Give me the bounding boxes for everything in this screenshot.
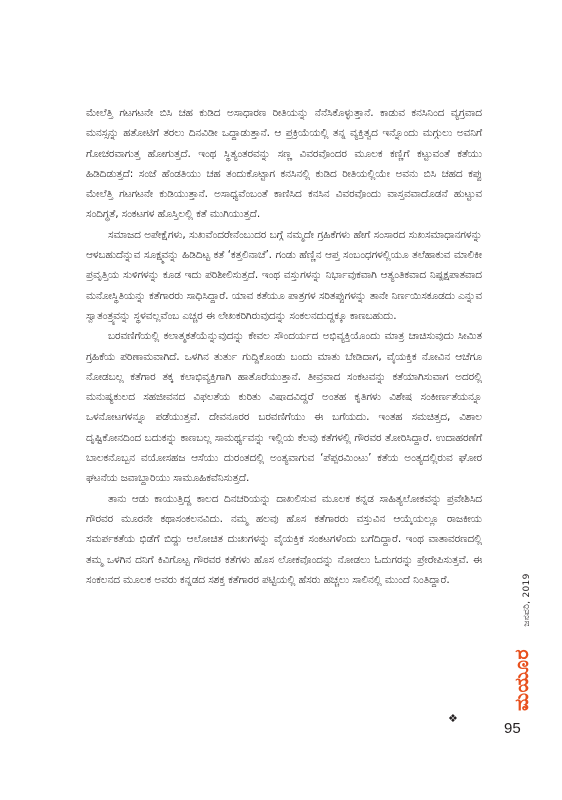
page-number: 95 — [504, 720, 521, 737]
paragraph-3: ಬರವಣಿಗೆಯಲ್ಲಿ ಕಲಾತ್ಮಕತೆಯೆನ್ನುವುದನ್ನು ಕೇವಲ ಸೌಂದರ್ಯದ ಅಭಿವ್ಯಕ್ತಿಯೊಂದು ಮಾತ್ರ ಚಾಚಿಸುವುದು ಸೀಮಿತ ಗ್ರಹಿಕೆಯ ಪರಿಣಾಮವಾಗಿದೆ. ಒಳಗಿನ ತುರ್ತು ಗುದ್ದಿಕೊಂಡು ಬಂದು ಮಾತು ಬೇಡಿದಾಗ, ವೈಯಕ್ತಿಕ ನೋವಿನ ಆಚೆಗೂ ನೋಡಬಲ್ಲ ಕತೆಗಾರ ತಕ್ಕ ಕಲಾಭಿವ್ಯಕ್ತಿಗಾಗಿ ಹಾತೊರೆಯುತ್ತಾನೆ. ತೀವ್ರವಾದ ಸಂಕಟವನ್ನು ಕತೆಯಾಗಿಸುವಾಗ ಅದರಲ್ಲಿ ಮನುಷ್ಯಕುಲದ ಸಹಜೀವನದ ವಿಫಲತೆಯ ಕುರಿತು ವಿಷಾದವಿದ್ದರೆ ಅಂತಹ ಕೃತಿಗಳು ವಿಶೇಷ ಸಂಕೀರ್ಣತೆಯನ್ನೂ ಒಳನೋಟಗಳನ್ನೂ ಪಡೆಯುತ್ತವೆ. ದೇವನೂರರ ಬರವಣಿಗೆಯು ಈ ಬಗೆಯದು. ಇಂತಹ ಸಮಚಿತ್ತದ, ವಿಶಾಲ ದೃಷ್ಟಿಕೋನದಿಂದ ಬದುಕನ್ನು ಕಾಣಬಲ್ಲ ಸಾಮರ್ಥ್ಯವನ್ನು ಇಲ್ಲಿಯ ಕೆಲವು ಕತೆಗಳಲ್ಲಿ ಗೌರವರ ತೋರಿಸಿದ್ದಾರೆ. ಉದಾಹರಣೆಗೆ ಬಾಲಕನೊಬ್ಬನ ವಯೋಸಹಜ ಆಸೆಯು ದುರಂತದಲ್ಲಿ ಅಂತ್ಯವಾಗುವ ‘ಪೆಪ್ಪರಮಿಂಟು’ ಕತೆಯ ಅಂತ್ಯದಲ್ಲಿರುವ ಘೋರ ಘಟನೆಯ ಜವಾಬ್ದಾರಿಯು ಸಾಮೂಹಿಕವೆನಿಸುತ್ತದೆ. — [86, 330, 482, 485]
article-body — [86, 103, 482, 590]
issue-date: ಜನವರಿ, 2019 — [522, 573, 532, 627]
paragraph-2: ಸಮಾಜದ ಅಪೇಕ್ಷೆಗಳು, ಸುಖವೆಂದರೇನೆಂಬುದರ ಬಗ್ಗೆ ನಮ್ಮದೇ ಗ್ರಹಿಕೆಗಳು ಹೇಗೆ ಸಂಸಾರದ ಸುಖಸಮಾಧಾನಗಳನ್ನು ಆಳಬಹುದೆನ್ನುವ ಸೂಕ್ಷ್ಮವನ್ನು ಹಿಡಿದಿಟ್ಟ ಕತೆ ‘ಕತ್ತಲಿನಾಚೆ’. ಗಂಡು ಹೆಣ್ಣಿನ ಆಪ್ತ ಸಂಬಂಧಗಳಲ್ಲಿಯೂ ತಲೆಹಾಕುವ ಮಾಲಿಕೀ ಪ್ರವೃತ್ತಿಯ ಸುಳಿಗಳನ್ನು ಕೂಡ ಇದು ಪರಿಶೀಲಿಸುತ್ತದೆ. ಇಂಥ ವಸ್ತುಗಳನ್ನು ನಿರ್ಭಾವುಕವಾಗಿ ಆತ್ಯಂತಿಕವಾದ ನಿಷ್ಪಕ್ಷಪಾತವಾದ ಮನೋಸ್ಥಿತಿಯನ್ನು ಕತೆಗಾರರು ಸಾಧಿಸಿದ್ದಾರೆ. ಯಾವ ಕತೆಯೂ ಪಾತ್ರಗಳ ಸರಿತಪ್ಪುಗಳನ್ನು ತಾನೇ ನಿರ್ಣಯಿಸಕೂಡದು ಎನ್ನುವ ಸ್ವಾತಂತ್ರ್ಯವನ್ನು ಸ್ಥಳವಲ್ಲವೆಂಬ ಎಚ್ಚರ ಈ ಲೇಖಕರಿಗಿರುವುದನ್ನು ಸಂಕಲನದುದ್ದಕ್ಕೂ ಕಾಣಬಹುದು. — [86, 228, 482, 322]
paragraph-1: ಮೇಲೆತ್ತಿ ಗಟಗಟನೇ ಬಿಸಿ ಚಹ ಕುಡಿದ ಅಸಾಧಾರಣ ರೀತಿಯನ್ನು ನೆನೆಸಿಕೊಳ್ಳುತ್ತಾನೆ. ಕಾಡುವ ಕನಸಿನಿಂದ ವ್ಯಗ್ರವಾದ ಮನಸ್ಸನ್ನು ಹತೋಟಿಗೆ ತರಲು ದಿನವಿಡೀ ಒದ್ದಾಡುತ್ತಾನೆ. ಆ ಪ್ರಕ್ರಿಯೆಯಲ್ಲಿ ತನ್ನ ವ್ಯಕ್ತಿತ್ವದ ಇನ್ನೊಂದು ಮಗ್ಗುಲು ಅವನಿಗೆ ಗೋಚರವಾಗುತ್ತ ಹೋಗುತ್ತದೆ. ಇಂಥ ಸ್ಥಿತ್ಯಂತರವನ್ನು ಸಣ್ಣ ವಿವರವೊಂದರ ಮೂಲಕ ಕಣ್ಣಿಗೆ ಕಟ್ಟುವಂತೆ ಕತೆಯು ಹಿಡಿದಿಡುತ್ತದೆ: ಸಂಜೆ ಹೆಂಡತಿಯು ಚಹ ತಂದುಕೊಟ್ಟಾಗ ಕನಸಿನಲ್ಲಿ ಕುಡಿದ ರೀತಿಯಲ್ಲಿಯೇ ಅವನು ಬಿಸಿ ಚಹದ ಕಪ್ಪು ಮೇಲೆತ್ತಿ ಗಟಗಟನೇ ಕುಡಿಯುತ್ತಾನೆ. ಅಸಾಧ್ಯವೆಂಬಂತೆ ಕಾಣಿಸಿದ ಕನಸಿನ ವಿವರವೊಂದು ವಾಸ್ತವವಾದೊಡನೆ ಹುಟ್ಟುವ ಸಂದಿಗ್ಧತೆ, ಸಂಕಟಗಳ ಹೊಸ್ತಿಲಲ್ಲಿ ಕತೆ ಮುಗಿಯುತ್ತದೆ. — [86, 107, 482, 221]
paragraph-4: ತಾನು ಆಡು ಕಾಯುತ್ತಿದ್ದ ಕಾಲದ ದಿನಚರಿಯನ್ನು ದಾಖಲಿಸುವ ಮೂಲಕ ಕನ್ನಡ ಸಾಹಿತ್ಯಲೋಕವನ್ನು ಪ್ರವೇಶಿಸಿದ ಗೌರವರ ಮೂರನೇ ಕಥಾಸಂಕಲನವಿದು. ನಮ್ಮ ಹಲವು ಹೊಸ ಕತೆಗಾರರು ವಸ್ತುವಿನ ಆಯ್ಕೆಯಲ್ಲೂ ರಾಜಕೀಯ ಸಮರ್ಪಕತೆಯ ಭಿಡೆಗೆ ಬಿದ್ದು ಆಲೋಚಿತ ದುಃಖಗಳನ್ನು ವೈಯಕ್ತಿಕ ಸಂಕಟಗಳೆಂದು ಬಗೆದಿದ್ದಾರೆ. ಇಂಥ ವಾತಾವರಣದಲ್ಲಿ ತಮ್ಮ ಒಳಗಿನ ದನಿಗೆ ಕಿವಿಗೊಟ್ಟ ಗೌರವರ ಕತೆಗಳು ಹೊಸ ಲೋಕವೊಂದನ್ನು ನೋಡಲು ಓದುಗರನ್ನು ಪ್ರೇರೇಪಿಸುತ್ತವೆ. ಈ ಸಂಕಲನದ ಮೂಲಕ ಅವರು ಕನ್ನಡದ ಸಶಕ್ತ ಕತೆಗಾರರ ಪಟ್ಟಿಯಲ್ಲಿ ಹೆಸರು ಹಚ್ಚಲು ಸಾಲಿನಲ್ಲಿ ಮುಂದೆ ನಿಂತಿದ್ದಾರೆ. — [86, 492, 482, 586]
end-of-article-ornament-icon: ❖ — [448, 712, 458, 725]
magazine-brand-logo: ಮಯೂರ — [511, 648, 533, 712]
